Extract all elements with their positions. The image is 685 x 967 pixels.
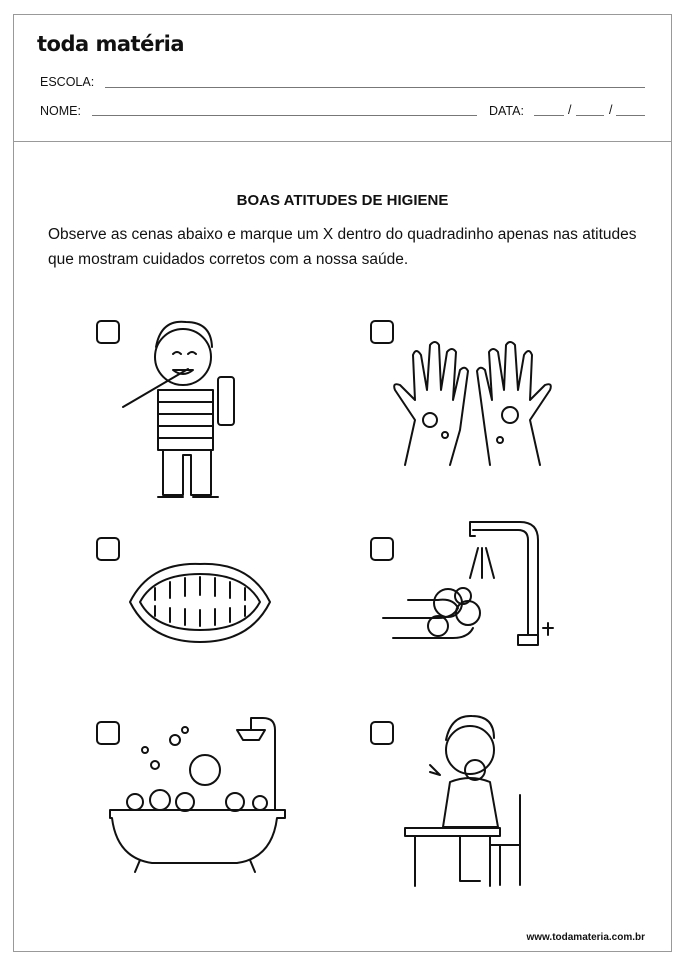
boy-eating-illustration bbox=[400, 710, 565, 890]
header-divider bbox=[13, 141, 672, 142]
website-footer: www.todamateria.com.br bbox=[526, 932, 645, 943]
name-label: NOME: bbox=[40, 104, 81, 118]
worksheet-title: BOAS ATITUDES DE HIGIENE bbox=[236, 192, 449, 209]
school-label: ESCOLA: bbox=[40, 75, 95, 89]
washing-hands-illustration bbox=[378, 518, 563, 663]
checkbox-dirty-teeth[interactable] bbox=[96, 537, 120, 561]
dirty-hands-illustration bbox=[385, 340, 560, 475]
checkbox-brushing-teeth[interactable] bbox=[96, 320, 120, 344]
date-separator: / bbox=[568, 103, 572, 117]
date-label: DATA: bbox=[489, 104, 524, 118]
school-field[interactable] bbox=[105, 87, 645, 88]
bathing-illustration bbox=[105, 710, 290, 880]
date-day-field[interactable] bbox=[534, 115, 564, 116]
checkbox-eating[interactable] bbox=[370, 721, 394, 745]
date-separator: / bbox=[609, 103, 613, 117]
dirty-teeth-illustration bbox=[125, 560, 275, 645]
logo: toda matéria bbox=[37, 32, 185, 56]
name-field[interactable] bbox=[92, 115, 477, 116]
instructions: Observe as cenas abaixo e marque um X dentro do quadradinho apenas nas atitudes que mostram cuidados corretos com a nossa saúde. bbox=[48, 226, 637, 268]
boy-brushing-teeth-illustration bbox=[118, 312, 258, 507]
date-month-field[interactable] bbox=[576, 115, 604, 116]
date-year-field[interactable] bbox=[616, 115, 645, 116]
